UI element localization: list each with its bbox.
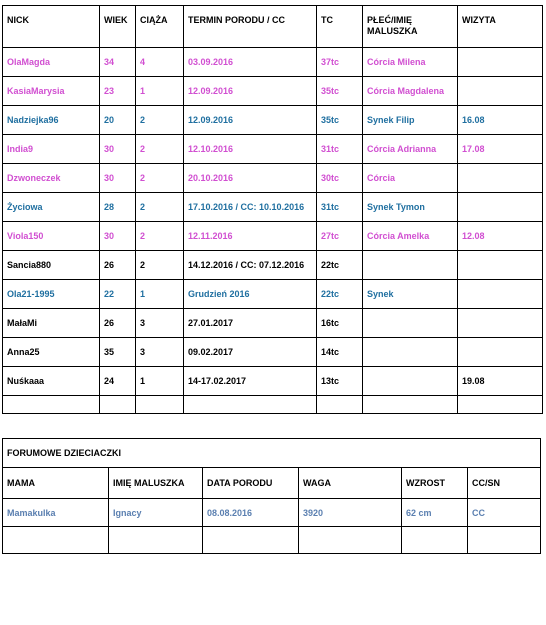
table-cell: Synek Filip <box>363 106 458 135</box>
table-row <box>3 251 543 280</box>
table-cell: 12.09.2016 <box>184 106 317 135</box>
table-cell: 26 <box>100 309 136 338</box>
table-cell <box>184 396 317 414</box>
table-header-row <box>3 6 543 48</box>
table-cell: 12.08 <box>458 222 543 251</box>
table-cell: 12.10.2016 <box>184 135 317 164</box>
table-cell: Życiowa <box>3 193 100 222</box>
table-cell <box>299 527 402 554</box>
table-cell <box>3 396 100 414</box>
table-cell: 23 <box>100 77 136 106</box>
table-cell: 2 <box>136 251 184 280</box>
table-cell: 3920 <box>299 499 402 527</box>
table-cell: 1 <box>136 280 184 309</box>
table-cell: 2 <box>136 135 184 164</box>
table-row <box>3 48 543 77</box>
table-cell: 35 <box>100 338 136 367</box>
table-row <box>3 106 543 135</box>
table-cell: 62 cm <box>402 499 468 527</box>
column-header: MAMA <box>3 468 109 499</box>
table-cell <box>203 527 299 554</box>
table-cell: 3 <box>136 309 184 338</box>
table-cell: 22tc <box>317 280 363 309</box>
table-cell: 27.01.2017 <box>184 309 317 338</box>
table-cell: Synek <box>363 280 458 309</box>
table-cell: 2 <box>136 106 184 135</box>
table-cell: Córcia Adrianna <box>363 135 458 164</box>
table-cell: KasiaMarysia <box>3 77 100 106</box>
table-cell: 20.10.2016 <box>184 164 317 193</box>
table-cell: 08.08.2016 <box>203 499 299 527</box>
table-cell: 35tc <box>317 106 363 135</box>
table-cell: Synek Tymon <box>363 193 458 222</box>
table-cell <box>458 251 543 280</box>
table-cell: Grudzień 2016 <box>184 280 317 309</box>
column-header: WIEK <box>100 6 136 48</box>
table-cell <box>363 367 458 396</box>
table-row <box>3 193 543 222</box>
table-cell: Córcia Magdalena <box>363 77 458 106</box>
table-cell: OlaMagda <box>3 48 100 77</box>
table-cell: 24 <box>100 367 136 396</box>
column-header: DATA PORODU <box>203 468 299 499</box>
table-cell: 2 <box>136 164 184 193</box>
table-cell <box>363 338 458 367</box>
table-cell: 14-17.02.2017 <box>184 367 317 396</box>
table-cell <box>317 396 363 414</box>
empty-row <box>3 396 543 414</box>
column-header: IMIĘ MALUSZKA <box>109 468 203 499</box>
table-cell: Nuśkaaa <box>3 367 100 396</box>
table-row <box>3 367 543 396</box>
table-cell: 13tc <box>317 367 363 396</box>
table-cell: 30 <box>100 135 136 164</box>
table-cell: CC <box>468 499 541 527</box>
column-header: CC/SN <box>468 468 541 499</box>
table-cell: 16.08 <box>458 106 543 135</box>
table-cell: 1 <box>136 367 184 396</box>
table-cell: 31tc <box>317 193 363 222</box>
table-cell: 22 <box>100 280 136 309</box>
table-cell: 17.10.2016 / CC: 10.10.2016 <box>184 193 317 222</box>
table-cell: Sancia880 <box>3 251 100 280</box>
table-cell: 31tc <box>317 135 363 164</box>
table-cell <box>363 396 458 414</box>
table-cell: Córcia Amelka <box>363 222 458 251</box>
table-cell: 14.12.2016 / CC: 07.12.2016 <box>184 251 317 280</box>
table-cell: Anna25 <box>3 338 100 367</box>
table-cell: 34 <box>100 48 136 77</box>
table-cell: 12.11.2016 <box>184 222 317 251</box>
column-header: NICK <box>3 6 100 48</box>
table-cell: 12.09.2016 <box>184 77 317 106</box>
table-cell: 09.02.2017 <box>184 338 317 367</box>
table-cell: 35tc <box>317 77 363 106</box>
column-header: CIĄŻA <box>136 6 184 48</box>
table-cell: 16tc <box>317 309 363 338</box>
table-cell <box>458 280 543 309</box>
table-cell: India9 <box>3 135 100 164</box>
table-cell: Nadziejka96 <box>3 106 100 135</box>
table-cell: 4 <box>136 48 184 77</box>
table-row <box>3 135 543 164</box>
table-row <box>3 280 543 309</box>
table-cell: 1 <box>136 77 184 106</box>
table-cell <box>402 527 468 554</box>
table-cell: 27tc <box>317 222 363 251</box>
empty-row <box>3 527 541 554</box>
table-cell <box>100 396 136 414</box>
table-header-row <box>3 468 541 499</box>
table-cell <box>458 193 543 222</box>
table-cell: 2 <box>136 222 184 251</box>
table-cell <box>458 309 543 338</box>
table-row <box>3 309 543 338</box>
table-cell: MałaMi <box>3 309 100 338</box>
column-header: TC <box>317 6 363 48</box>
table-cell: 30 <box>100 222 136 251</box>
table-row <box>3 164 543 193</box>
table-row <box>3 338 543 367</box>
table-cell: 28 <box>100 193 136 222</box>
table-cell: 22tc <box>317 251 363 280</box>
table-cell <box>363 309 458 338</box>
table-cell: Dzwoneczek <box>3 164 100 193</box>
table-row <box>3 77 543 106</box>
table-cell <box>3 527 109 554</box>
column-header: WZROST <box>402 468 468 499</box>
table-cell: 30 <box>100 164 136 193</box>
table-cell <box>458 338 543 367</box>
table-cell <box>458 396 543 414</box>
table-cell: 03.09.2016 <box>184 48 317 77</box>
table-cell: 20 <box>100 106 136 135</box>
table-cell <box>458 164 543 193</box>
table-cell: Ola21-1995 <box>3 280 100 309</box>
table-cell: Mamakulka <box>3 499 109 527</box>
table-cell <box>136 396 184 414</box>
table-row <box>3 499 541 527</box>
table-cell: Córcia Milena <box>363 48 458 77</box>
table-cell <box>109 527 203 554</box>
table-cell: 30tc <box>317 164 363 193</box>
due-dates-table <box>2 5 543 414</box>
forum-babies-table <box>2 438 541 554</box>
column-header: PŁEĆ/IMIĘ MALUSZKA <box>363 6 458 48</box>
table-cell: Viola150 <box>3 222 100 251</box>
table-cell: Ignacy <box>109 499 203 527</box>
column-header: WAGA <box>299 468 402 499</box>
table-cell: 2 <box>136 193 184 222</box>
table-cell <box>363 251 458 280</box>
table-cell: 37tc <box>317 48 363 77</box>
table-cell: 3 <box>136 338 184 367</box>
table-cell: 19.08 <box>458 367 543 396</box>
table-cell: 17.08 <box>458 135 543 164</box>
column-header: TERMIN PORODU / CC <box>184 6 317 48</box>
table-cell: 14tc <box>317 338 363 367</box>
table-cell <box>458 77 543 106</box>
column-header: WIZYTA <box>458 6 543 48</box>
table-cell: 26 <box>100 251 136 280</box>
table-title: FORUMOWE DZIECIACZKI <box>3 439 541 468</box>
table-cell <box>458 48 543 77</box>
table-cell <box>468 527 541 554</box>
table-row <box>3 222 543 251</box>
table-title-row <box>3 439 541 468</box>
table-cell: Córcia <box>363 164 458 193</box>
